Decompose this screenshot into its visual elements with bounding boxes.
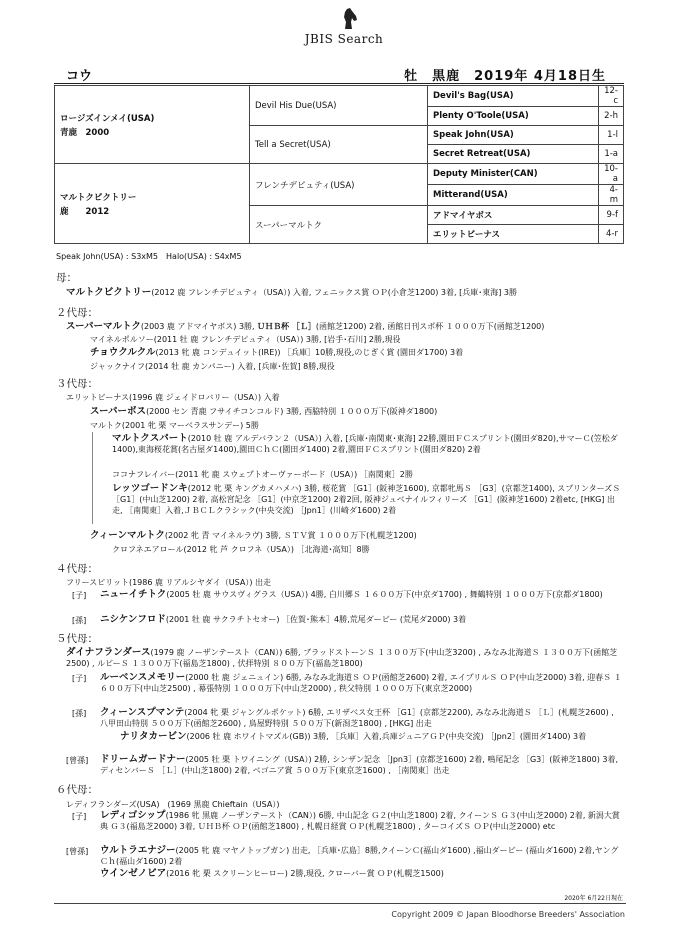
family-line: レディフランダーズ(USA) (1969 黒鹿 Chieftain（USA）) [66, 800, 280, 809]
relation-tag: [子] [72, 674, 87, 683]
footer-divider [54, 903, 626, 904]
pedigree-gen3[interactable]: アドマイヤボス [428, 206, 599, 225]
family-line: フリースピリット(1986 鹿 リアルシヤダイ（USA）) 出走 [66, 578, 271, 587]
pedigree-gen3[interactable]: Secret Retreat(USA) [428, 145, 599, 164]
family-line: スーパーマルトク(2003 鹿 アドマイヤボス) 3勝, ＵＨＢ杯 ［Ｌ］(函館芝1200) 2着, 函館日刊スポ杯 １０００万下(函館芝1200) [66, 321, 545, 332]
pedigree-gen3[interactable]: Deputy Minister(CAN) [428, 164, 599, 185]
horse-link[interactable]: スーパーマルトク [66, 321, 141, 332]
horse-head-icon [342, 8, 358, 30]
family-number: 1-l [599, 126, 624, 145]
horse-link[interactable]: チョウクルクル [90, 347, 156, 358]
family-line: マルトク(2001 牝 栗 マーベラスサンデー) 5勝 [90, 421, 259, 430]
family-number: 9-f [599, 206, 624, 225]
family-number: 10-a [599, 164, 624, 185]
horse-link[interactable]: マルトクスパート [112, 433, 188, 444]
family-number: 12-c [599, 86, 624, 107]
horse-link[interactable]: レッツゴードンキ [112, 483, 188, 494]
family-line: ジャックナイフ(2014 牡 鹿 カンパニー) 入着, [兵庫･佐賀] 8勝,現役 [90, 362, 335, 371]
family-number: 4-m [599, 185, 624, 206]
horse-link[interactable]: ウルトラエナジー [100, 845, 176, 856]
horse-link[interactable]: ウインゼノビア [100, 868, 167, 879]
inbreeding-info: Speak John(USA) : S3xM5 Halo(USA) : S4xM5 [56, 252, 242, 261]
family-number: 2-h [599, 107, 624, 126]
family-line: クィーンスプマンテ(2004 牝 栗 ジャングルポケット) 6勝, エリザベス女王杯 ［G1］(京都芝2200), みなみ北海道Ｓ ［Ｌ］(札幌芝2600) , 八甲田山特別 ５００万下(函館芝2600) , 鳥屋野特別 ５００万下(新潟芝1800) , [HKG] 出走 [100, 707, 614, 728]
horse-name: コウ [66, 69, 93, 84]
family-number: 4-r [599, 225, 624, 244]
horse-link[interactable]: ドリームガードナー [100, 754, 186, 765]
relation-tag: [子] [72, 591, 87, 600]
pedigree-gen2[interactable]: Devil His Due(USA) [250, 86, 428, 126]
pedigree-sire[interactable] [55, 86, 250, 164]
family-line: レディゴシップ(1986 牝 黒鹿 ノーザンテースト（CAN）) 6勝, 中山記念 Ｇ２(中山芝1800) 2着, クイーンＳ Ｇ３(中山芝2000) 2着, 新潟大賞典 Ｇ３(福島芝2000) 3着, ＵＨＢ杯 ＯＰ(函館芝1800) , 札幌日経賞 ＯＰ(札幌芝1800) , ターコイズＳ ＯＰ(中山芝2000) etc [100, 810, 620, 831]
logo-text: JBIS Search [304, 32, 384, 46]
dam-name: マルトクビクトリー [60, 192, 137, 203]
section-6th-dam: ６代母： [56, 784, 98, 796]
pedigree-table [54, 85, 624, 244]
tree-connector [92, 432, 93, 524]
family-line: ニューイチトク(2005 牡 鹿 サウスヴィグラス（USA）) 4勝, 白川郷Ｓ １６００万下(中京ダ1700) , 舞鶴特別 １０００万下(京都ダ1800) [100, 589, 603, 600]
horse-link[interactable]: クィーンマルトク [90, 530, 165, 541]
jbis-logo[interactable] [294, 8, 394, 48]
horse-link[interactable]: ニシケンフロド [100, 614, 166, 625]
family-line: ココナフレイバー(2011 牝 鹿 スウェプトオーヴァーボード（USA）) ［南関東］2勝 [112, 470, 413, 479]
family-line: クィーンマルトク(2002 牝 青 マイネルラヴ) 3勝, ＳＴＶ賞 １０００万下(札幌芝1200) [90, 530, 417, 541]
horse-link[interactable]: ルーベンスメモリー [100, 672, 186, 683]
as-of-date: 2020年 6月22日現在 [564, 895, 623, 902]
pedigree-gen3[interactable]: Speak John(USA) [428, 126, 599, 145]
pedigree-gen3[interactable]: Devil's Bag(USA) [428, 86, 599, 107]
horse-link[interactable]: マルトクビクトリー [66, 287, 152, 298]
pedigree-gen2[interactable]: スーパーマルトク [250, 206, 428, 244]
horse-link[interactable]: ニューイチトク [100, 589, 167, 600]
family-line: チョウクルクル(2013 牝 鹿 コンデュイット(IRE)) ［兵庫］10勝,現役,のじぎく賞 (園田ダ1700) 3着 [90, 347, 464, 358]
family-line: エリットビーナス(1996 鹿 ジェイドロバリー（USA）) 入着 [66, 393, 280, 402]
pedigree-gen3[interactable]: Mitterand(USA) [428, 185, 599, 206]
pedigree-gen2[interactable]: フレンチデピュティ(USA) [250, 164, 428, 206]
family-line: ウインゼノビア(2016 牝 栗 スクリーンヒーロー) 2勝,現役, クローバー賞 ＯＰ(札幌芝1500) [100, 868, 444, 879]
family-line: スーパーボス(2000 セン 青鹿 フサイチコンコルド) 3勝, 西脇特別 １０００万下(阪神ダ1800) [90, 406, 438, 417]
family-line: マルトクスパート(2010 牡 鹿 アルデバラン２（USA）) 入着, [兵庫･南関東･東海] 22勝,園田ＦＣスプリント(園田ダ820),サマーＣ(笠松ダ1400),東海桜花賞(名古屋ダ1400),園田ＣｈＣ(園田ダ1400) 2着,園田ＦＣスプリント(園田ダ820) 2着 [112, 433, 618, 454]
family-line: ナリタカービン(2006 牡 鹿 ホワイトマズル(GB)) 3勝, ［兵庫］入着,兵庫ジュニアＧＰ(中央交流) ［Jpn2］(園田ダ1400) 3着 [120, 731, 587, 742]
family-line: マルトクビクトリー(2012 鹿 フレンチデピュティ（USA）) 入着, フェニックス賞 ＯＰ(小倉芝1200) 3着, [兵庫･東海] 3勝 [66, 287, 517, 298]
family-line: クロフネエアロール(2012 牝 芦 クロフネ（USA）) ［北海道･高知］8勝 [112, 545, 370, 554]
relation-tag: [子] [72, 812, 87, 821]
family-line: レッツゴードンキ(2012 牝 栗 キングカメハメハ) 3勝, 桜花賞 ［G1］(阪神芝1600), 京都牝馬Ｓ ［G3］(京都芝1400), スプリンターズＳ ［G1］(中山芝1200) 2着, 高松宮記念 ［G1］(中京芝1200) 2着2回, 阪神ジュベナイルフィリーズ ［G1］(阪神芝1600) 2着etc, [HKG] 出走, ［南関東］入着,ＪＢＣＬクラシック(中央交流) ［Jpn1］(川崎ダ1600) 2着 [112, 483, 621, 515]
pedigree-gen3[interactable]: エリットビーナス [428, 225, 599, 244]
section-2nd-dam: ２代母： [56, 307, 98, 319]
sire-sub: 青鹿 2000 [60, 127, 110, 138]
horse-link[interactable]: ダイナフランダース [66, 647, 151, 658]
horse-info: 牡 黒鹿 2019年 4月18日生 [404, 69, 606, 84]
relation-tag: [孫] [72, 616, 87, 625]
section-5th-dam: ５代母： [56, 633, 98, 645]
section-3rd-dam: ３代母： [56, 378, 98, 390]
family-line: ニシケンフロド(2001 牡 鹿 サクラチトセオー) ［佐賀･熊本］4勝,荒尾ダービー (荒尾ダ2000) 3着 [100, 614, 467, 625]
horse-link[interactable]: ナリタカービン [120, 731, 187, 742]
section-dam: 母： [56, 272, 77, 284]
family-line: ウルトラエナジー(2005 牝 鹿 マヤノトップガン) 出走, ［兵庫･広島］8勝,クイーンＣ(福山ダ1600) ,福山ダービー (福山ダ1600) 2着,ヤングＣｈ(福山ダ1600) 2着 [100, 845, 619, 866]
relation-tag: [曾孫] [66, 756, 89, 765]
family-line: ルーベンスメモリー(2000 牡 鹿 ジェニュイン) 6勝, みなみ北海道Ｓ ＯＰ(函館芝2600) 2着, エイプリルＳ ＯＰ(中山芝2000) 3着, 迎春Ｓ １６００万下(中山芝2500) , 幕張特別 １０００万下(中山芝2000) , 秩父特別 １０００万下(東京芝2000) [100, 672, 622, 693]
title-bar [54, 62, 624, 84]
section-4th-dam: ４代母： [56, 563, 98, 575]
family-line: ドリームガードナー(2005 牡 栗 トワイニング（USA）) 2勝, シンザン記念 ［Jpn3］(京都芝1600) 2着, 鳴尾記念 ［G3］(阪神芝1800) 3着, ディセンバーＳ ［Ｌ］(中山芝1800) 2着, ベゴニア賞 ５００万下(東京芝1600) , ［南関東］出走 [100, 754, 619, 775]
pedigree-gen3[interactable]: Plenty O'Toole(USA) [428, 107, 599, 126]
horse-link[interactable]: クィーンスプマンテ [100, 707, 185, 718]
horse-link[interactable]: スーパーボス [90, 406, 147, 417]
copyright: Copyright 2009 © Japan Bloodhorse Breeders' Association [391, 910, 625, 919]
family-line: マイネルポルソー(2011 牡 鹿 フレンチデピュティ（USA）) 3勝, [岩手･石川] 2勝,現役 [90, 335, 401, 344]
family-line: ダイナフランダース(1979 鹿 ノーザンテースト（CAN）) 6勝, ブラッドストーンＳ １３００万下(中山芝3200) , みなみ北海道Ｓ １３００万下(函館芝2500) , ルビーＳ １３００万下(福島芝1800) , 伏拝特別 ８００万下(福島芝1800) [66, 647, 618, 668]
relation-tag: [孫] [72, 709, 87, 718]
dam-sub: 鹿 2012 [60, 206, 110, 217]
horse-link[interactable]: レディゴシップ [100, 810, 166, 821]
relation-tag: [曾孫] [66, 847, 89, 856]
pedigree-gen2[interactable]: Tell a Secret(USA) [250, 126, 428, 164]
pedigree-dam[interactable] [55, 164, 250, 244]
family-number: 1-a [599, 145, 624, 164]
sire-name: ロージズインメイ(USA) [60, 113, 155, 124]
